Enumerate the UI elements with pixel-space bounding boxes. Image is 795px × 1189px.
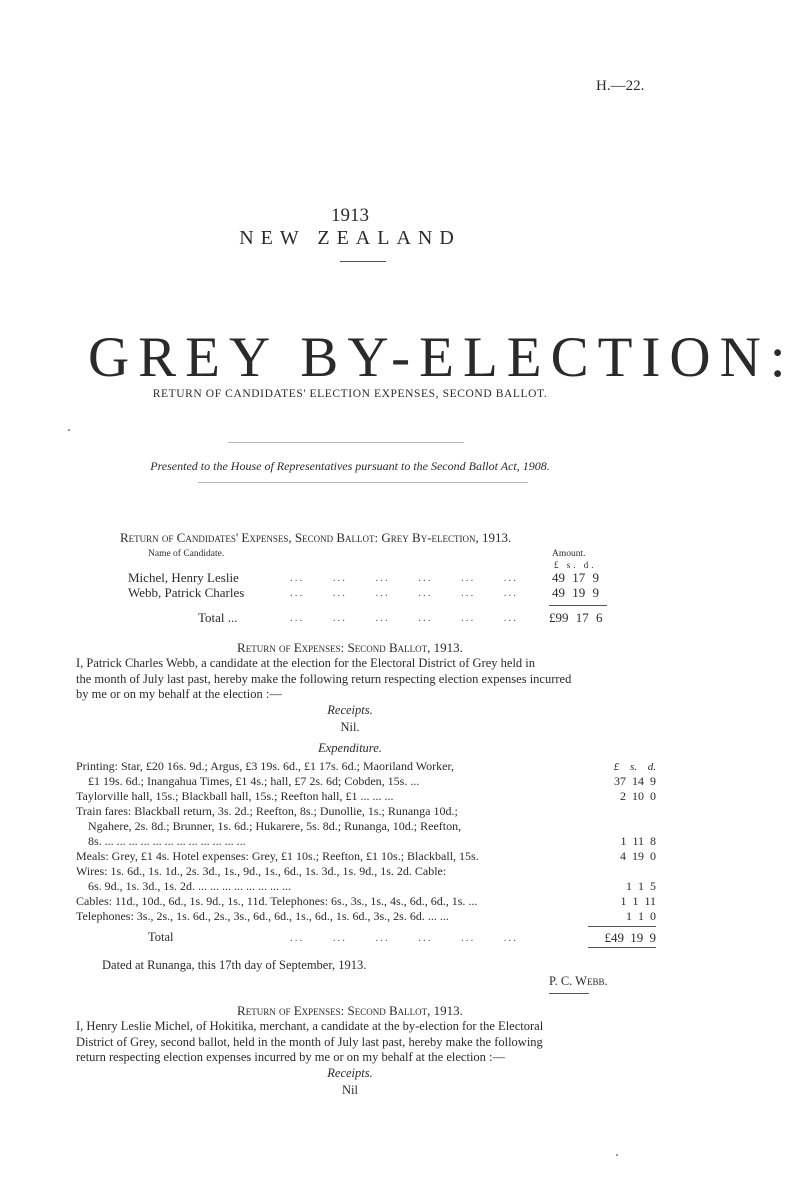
candidate-amount: 49 17 9 [552,570,599,585]
statement-line: I, Henry Leslie Michel, of Hokitika, merchant, a candidate at the by-election for the Electoral [76,1019,544,1033]
expenditure-heading: Expenditure. [318,741,382,755]
statement-paragraph [76,1019,654,1066]
receipts-value: Nil [342,1083,358,1097]
divider [198,482,528,483]
expense-line: 6s. 9d., 1s. 3d., 1s. 2d. ... ... ... ... ... ... ... ... [88,879,292,893]
country-heading: NEW ZEALAND [239,227,461,249]
expense-line: Taylorville hall, 15s.; Blackball hall, 15s.; Reefton hall, £1 ... ... ... [76,789,394,803]
expense-amount: 1 1 5 [626,879,656,893]
expense-amount: 2 10 0 [620,789,656,803]
subtitle: RETURN OF CANDIDATES' ELECTION EXPENSES, SECOND BALLOT. [152,388,548,400]
statement-line: I, Patrick Charles Webb, a candidate at the election for the Electoral District of Grey held in [76,656,536,670]
main-title: GREY BY-ELECTION: [88,326,795,389]
expense-amount: 37 14 9 [614,774,656,788]
candidate-name: Webb, Patrick Charles [128,585,245,600]
scan-speck [616,1154,618,1156]
leader-dots: ... ... ... ... ... ... [290,932,518,944]
leader-dots: ... ... ... ... ... ... [290,587,518,599]
divider [228,442,464,443]
total-rule [588,947,656,948]
expense-amount: 1 1 0 [626,909,656,923]
expense-line: Telephones: 3s., 2s., 1s. 6d., 2s., 3s., 6d., 6d., 1s., 6d., 1s. 6d., 3s., 2s. 6d. ... ... [76,909,449,923]
statement-line: return respecting election expenses incurred by me or on my behalf at the election :— [76,1050,506,1064]
expense-amount: 1 1 11 [620,894,656,908]
currency-header: £ s. d. [554,560,597,570]
expense-line: Printing: Star, £20 16s. 9d.; Argus, £3 19s. 6d., £1 17s. 6d.; Maoriland Worker, [76,759,454,773]
statement-line: District of Grey, second ballot, held in the month of July last past, hereby make the following [76,1034,543,1049]
statement-paragraph [76,656,654,703]
divider [340,261,386,262]
expenditure-total-label: Total [148,930,174,944]
leader-dots: ... ... ... ... ... ... [290,612,518,624]
amount-column-header: Amount. [552,549,586,559]
expense-line: £1 19s. 6d.; Inangahua Times, £1 4s.; hall, £7 2s. 6d; Cobden, 15s. ... [88,774,420,788]
section-heading: Return of Expenses: Second Ballot, 1913. [237,1003,463,1018]
page-reference: H.—22. [596,78,645,94]
dated-line: Dated at Runanga, this 17th day of September, 1913. [102,958,367,972]
total-rule [549,605,607,606]
receipts-heading: Receipts. [327,1066,373,1080]
summary-heading: Return of Candidates' Expenses, Second Ballot: Grey By-election, 1913. [120,530,512,545]
name-column-header: Name of Candidate. [148,549,225,559]
expense-amount: 1 11 8 [620,834,656,848]
expense-line: Ngahere, 2s. 8d.; Brunner, 1s. 6d.; Hukarere, 5s. 8d.; Runanga, 10d.; Reefton, [88,819,462,833]
expense-line: Meals: Grey, £1 4s. Hotel expenses: Grey, £1 10s.; Reefton, £1 10s.; Blackball, 15s. [76,849,479,863]
expense-line: 8s. ... ... ... ... ... ... ... ... ... ... ... ... [88,834,246,848]
divider [549,993,589,994]
receipts-heading: Receipts. [327,703,373,717]
expenditure-total-amount: £49 19 9 [604,930,656,945]
currency-header: £ s. d. [613,761,656,773]
receipts-value: Nil. [340,720,360,734]
expense-line: Cables: 11d., 10d., 6d., 1s. 9d., 1s., 11d. Telephones: 6s., 3s., 1s., 4s., 6d., 6d., 1s. ... [76,894,478,908]
leader-dots: ... ... ... ... ... ... [290,572,518,584]
scan-speck [68,429,70,431]
presented-note: Presented to the House of Representatives pursuant to the Second Ballot Act, 1908. [150,459,550,473]
total-rule [588,926,656,927]
summary-total-amount: £99 17 6 [549,610,603,625]
summary-total-label: Total ... [198,610,238,625]
section-heading: Return of Expenses: Second Ballot, 1913. [237,640,463,655]
expense-line: Train fares: Blackball return, 3s. 2d.; Reefton, 8s.; Dunollie, 1s.; Runanga 10d.; [76,804,458,818]
candidate-amount: 49 19 9 [552,585,599,600]
expense-line: Wires: 1s. 6d., 1s. 1d., 2s. 3d., 1s., 9d., 1s., 6d., 1s. 3d., 1s. 9d., 1s. 2d. Cable: [76,864,447,878]
candidate-name: Michel, Henry Leslie [128,570,239,585]
year-heading: 1913 [331,205,369,226]
signature: P. C. Webb. [549,974,608,988]
expense-amount: 4 19 0 [620,849,656,863]
statement-line: the month of July last past, hereby make the following return respecting election expenses incurred [76,671,572,686]
statement-line: by me or on my behalf at the election :— [76,687,282,701]
